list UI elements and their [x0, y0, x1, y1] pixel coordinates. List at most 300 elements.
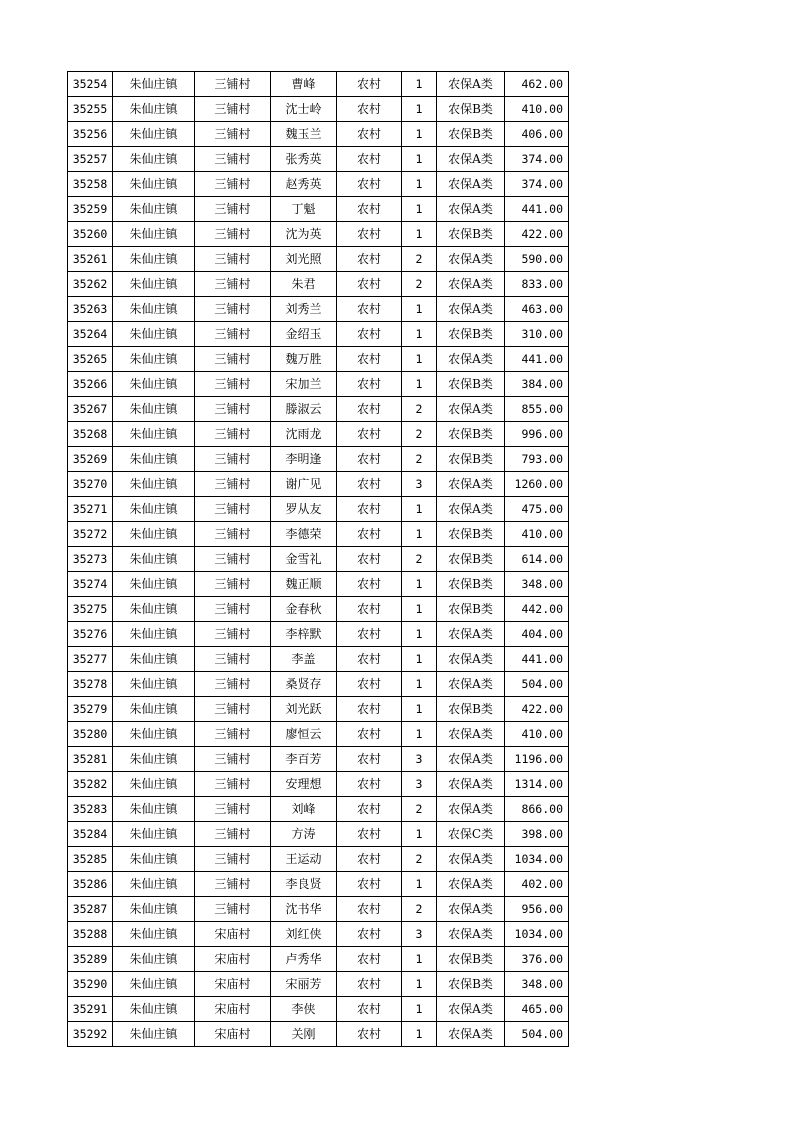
town-cell: 朱仙庄镇	[113, 797, 195, 822]
name-cell: 关刚	[271, 1022, 337, 1047]
town-cell: 朱仙庄镇	[113, 947, 195, 972]
household-count-cell: 3	[402, 922, 437, 947]
village-cell: 三铺村	[195, 872, 271, 897]
serial-number-cell: 35277	[68, 647, 113, 672]
household-count-cell: 2	[402, 447, 437, 472]
insurance-type-cell: 农保A类	[437, 922, 505, 947]
records-table-body	[68, 72, 569, 1047]
table-row	[68, 72, 569, 97]
household-count-cell: 1	[402, 647, 437, 672]
area-type-cell: 农村	[337, 347, 402, 372]
amount-cell: 384.00	[505, 372, 569, 397]
serial-number-cell: 35284	[68, 822, 113, 847]
household-count-cell: 3	[402, 472, 437, 497]
town-cell: 朱仙庄镇	[113, 397, 195, 422]
name-cell: 王运动	[271, 847, 337, 872]
amount-cell: 504.00	[505, 1022, 569, 1047]
name-cell: 李梓默	[271, 622, 337, 647]
amount-cell: 462.00	[505, 72, 569, 97]
area-type-cell: 农村	[337, 947, 402, 972]
area-type-cell: 农村	[337, 372, 402, 397]
household-count-cell: 3	[402, 772, 437, 797]
table-row	[68, 197, 569, 222]
name-cell: 卢秀华	[271, 947, 337, 972]
village-cell: 三铺村	[195, 247, 271, 272]
serial-number-cell: 35255	[68, 97, 113, 122]
area-type-cell: 农村	[337, 122, 402, 147]
area-type-cell: 农村	[337, 672, 402, 697]
serial-number-cell: 35259	[68, 197, 113, 222]
insurance-type-cell: 农保A类	[437, 297, 505, 322]
household-count-cell: 2	[402, 897, 437, 922]
village-cell: 宋庙村	[195, 972, 271, 997]
serial-number-cell: 35264	[68, 322, 113, 347]
table-row	[68, 472, 569, 497]
table-row	[68, 697, 569, 722]
name-cell: 李盖	[271, 647, 337, 672]
household-count-cell: 1	[402, 572, 437, 597]
table-row	[68, 622, 569, 647]
household-count-cell: 1	[402, 72, 437, 97]
table-row	[68, 122, 569, 147]
name-cell: 朱君	[271, 272, 337, 297]
amount-cell: 442.00	[505, 597, 569, 622]
household-count-cell: 3	[402, 747, 437, 772]
area-type-cell: 农村	[337, 922, 402, 947]
household-count-cell: 1	[402, 597, 437, 622]
insurance-type-cell: 农保B类	[437, 572, 505, 597]
serial-number-cell: 35288	[68, 922, 113, 947]
table-row	[68, 797, 569, 822]
village-cell: 宋庙村	[195, 1022, 271, 1047]
insurance-type-cell: 农保B类	[437, 547, 505, 572]
area-type-cell: 农村	[337, 772, 402, 797]
amount-cell: 1034.00	[505, 922, 569, 947]
amount-cell: 590.00	[505, 247, 569, 272]
area-type-cell: 农村	[337, 547, 402, 572]
serial-number-cell: 35275	[68, 597, 113, 622]
serial-number-cell: 35281	[68, 747, 113, 772]
household-count-cell: 2	[402, 547, 437, 572]
household-count-cell: 2	[402, 247, 437, 272]
table-row	[68, 147, 569, 172]
village-cell: 三铺村	[195, 147, 271, 172]
area-type-cell: 农村	[337, 497, 402, 522]
insurance-type-cell: 农保B类	[437, 122, 505, 147]
serial-number-cell: 35265	[68, 347, 113, 372]
insurance-type-cell: 农保A类	[437, 72, 505, 97]
table-row	[68, 922, 569, 947]
table-row	[68, 822, 569, 847]
town-cell: 朱仙庄镇	[113, 822, 195, 847]
town-cell: 朱仙庄镇	[113, 122, 195, 147]
amount-cell: 855.00	[505, 397, 569, 422]
name-cell: 沈为英	[271, 222, 337, 247]
table-row	[68, 272, 569, 297]
village-cell: 三铺村	[195, 722, 271, 747]
household-count-cell: 2	[402, 397, 437, 422]
insurance-type-cell: 农保A类	[437, 997, 505, 1022]
area-type-cell: 农村	[337, 572, 402, 597]
village-cell: 三铺村	[195, 447, 271, 472]
village-cell: 三铺村	[195, 122, 271, 147]
village-cell: 三铺村	[195, 647, 271, 672]
village-cell: 三铺村	[195, 497, 271, 522]
town-cell: 朱仙庄镇	[113, 547, 195, 572]
area-type-cell: 农村	[337, 472, 402, 497]
name-cell: 李德荣	[271, 522, 337, 547]
household-count-cell: 1	[402, 947, 437, 972]
table-row	[68, 422, 569, 447]
village-cell: 三铺村	[195, 822, 271, 847]
serial-number-cell: 35282	[68, 772, 113, 797]
name-cell: 曹峰	[271, 72, 337, 97]
area-type-cell: 农村	[337, 422, 402, 447]
table-row	[68, 297, 569, 322]
town-cell: 朱仙庄镇	[113, 172, 195, 197]
name-cell: 廖恒云	[271, 722, 337, 747]
insurance-type-cell: 农保B类	[437, 447, 505, 472]
name-cell: 李明逢	[271, 447, 337, 472]
town-cell: 朱仙庄镇	[113, 347, 195, 372]
table-row	[68, 1022, 569, 1047]
household-count-cell: 1	[402, 322, 437, 347]
table-row	[68, 247, 569, 272]
household-count-cell: 1	[402, 822, 437, 847]
town-cell: 朱仙庄镇	[113, 222, 195, 247]
household-count-cell: 2	[402, 422, 437, 447]
household-count-cell: 1	[402, 697, 437, 722]
amount-cell: 374.00	[505, 147, 569, 172]
serial-number-cell: 35272	[68, 522, 113, 547]
area-type-cell: 农村	[337, 272, 402, 297]
area-type-cell: 农村	[337, 522, 402, 547]
area-type-cell: 农村	[337, 647, 402, 672]
village-cell: 宋庙村	[195, 947, 271, 972]
name-cell: 沈书华	[271, 897, 337, 922]
village-cell: 三铺村	[195, 422, 271, 447]
name-cell: 沈雨龙	[271, 422, 337, 447]
area-type-cell: 农村	[337, 297, 402, 322]
area-type-cell: 农村	[337, 697, 402, 722]
area-type-cell: 农村	[337, 172, 402, 197]
amount-cell: 348.00	[505, 572, 569, 597]
name-cell: 谢广见	[271, 472, 337, 497]
insurance-type-cell: 农保A类	[437, 872, 505, 897]
village-cell: 三铺村	[195, 547, 271, 572]
name-cell: 李良贤	[271, 872, 337, 897]
insurance-type-cell: 农保A类	[437, 672, 505, 697]
insurance-type-cell: 农保A类	[437, 497, 505, 522]
town-cell: 朱仙庄镇	[113, 997, 195, 1022]
table-row	[68, 672, 569, 697]
table-row	[68, 522, 569, 547]
insurance-type-cell: 农保A类	[437, 272, 505, 297]
household-count-cell: 1	[402, 1022, 437, 1047]
table-row	[68, 572, 569, 597]
table-row	[68, 847, 569, 872]
serial-number-cell: 35257	[68, 147, 113, 172]
household-count-cell: 1	[402, 672, 437, 697]
area-type-cell: 农村	[337, 97, 402, 122]
amount-cell: 475.00	[505, 497, 569, 522]
amount-cell: 793.00	[505, 447, 569, 472]
town-cell: 朱仙庄镇	[113, 572, 195, 597]
household-count-cell: 1	[402, 872, 437, 897]
table-row	[68, 97, 569, 122]
table-row	[68, 972, 569, 997]
serial-number-cell: 35261	[68, 247, 113, 272]
serial-number-cell: 35266	[68, 372, 113, 397]
amount-cell: 376.00	[505, 947, 569, 972]
insurance-type-cell: 农保B类	[437, 972, 505, 997]
name-cell: 刘光照	[271, 247, 337, 272]
table-row	[68, 347, 569, 372]
town-cell: 朱仙庄镇	[113, 497, 195, 522]
insurance-type-cell: 农保B类	[437, 222, 505, 247]
table-row	[68, 872, 569, 897]
town-cell: 朱仙庄镇	[113, 447, 195, 472]
insurance-type-cell: 农保B类	[437, 522, 505, 547]
household-count-cell: 1	[402, 497, 437, 522]
town-cell: 朱仙庄镇	[113, 872, 195, 897]
amount-cell: 410.00	[505, 97, 569, 122]
household-count-cell: 1	[402, 97, 437, 122]
serial-number-cell: 35280	[68, 722, 113, 747]
amount-cell: 614.00	[505, 547, 569, 572]
serial-number-cell: 35276	[68, 622, 113, 647]
area-type-cell: 农村	[337, 822, 402, 847]
table-row	[68, 372, 569, 397]
amount-cell: 404.00	[505, 622, 569, 647]
amount-cell: 441.00	[505, 347, 569, 372]
amount-cell: 422.00	[505, 222, 569, 247]
village-cell: 三铺村	[195, 597, 271, 622]
name-cell: 刘峰	[271, 797, 337, 822]
village-cell: 三铺村	[195, 372, 271, 397]
household-count-cell: 1	[402, 297, 437, 322]
amount-cell: 422.00	[505, 697, 569, 722]
amount-cell: 956.00	[505, 897, 569, 922]
town-cell: 朱仙庄镇	[113, 1022, 195, 1047]
table-row	[68, 647, 569, 672]
name-cell: 金绍玉	[271, 322, 337, 347]
serial-number-cell: 35256	[68, 122, 113, 147]
table-row	[68, 172, 569, 197]
household-count-cell: 1	[402, 522, 437, 547]
name-cell: 魏玉兰	[271, 122, 337, 147]
household-count-cell: 1	[402, 372, 437, 397]
town-cell: 朱仙庄镇	[113, 272, 195, 297]
name-cell: 金雪礼	[271, 547, 337, 572]
insurance-type-cell: 农保A类	[437, 397, 505, 422]
area-type-cell: 农村	[337, 1022, 402, 1047]
town-cell: 朱仙庄镇	[113, 297, 195, 322]
town-cell: 朱仙庄镇	[113, 597, 195, 622]
area-type-cell: 农村	[337, 72, 402, 97]
town-cell: 朱仙庄镇	[113, 147, 195, 172]
village-cell: 三铺村	[195, 622, 271, 647]
household-count-cell: 1	[402, 622, 437, 647]
town-cell: 朱仙庄镇	[113, 622, 195, 647]
name-cell: 丁魁	[271, 197, 337, 222]
insurance-type-cell: 农保A类	[437, 897, 505, 922]
amount-cell: 996.00	[505, 422, 569, 447]
name-cell: 方涛	[271, 822, 337, 847]
household-count-cell: 2	[402, 797, 437, 822]
insurance-type-cell: 农保A类	[437, 647, 505, 672]
amount-cell: 463.00	[505, 297, 569, 322]
name-cell: 安理想	[271, 772, 337, 797]
village-cell: 三铺村	[195, 97, 271, 122]
area-type-cell: 农村	[337, 197, 402, 222]
name-cell: 滕淑云	[271, 397, 337, 422]
serial-number-cell: 35286	[68, 872, 113, 897]
area-type-cell: 农村	[337, 322, 402, 347]
town-cell: 朱仙庄镇	[113, 647, 195, 672]
serial-number-cell: 35271	[68, 497, 113, 522]
village-cell: 宋庙村	[195, 922, 271, 947]
village-cell: 三铺村	[195, 322, 271, 347]
table-row	[68, 547, 569, 572]
serial-number-cell: 35291	[68, 997, 113, 1022]
amount-cell: 465.00	[505, 997, 569, 1022]
name-cell: 桑贤存	[271, 672, 337, 697]
village-cell: 三铺村	[195, 772, 271, 797]
insurance-type-cell: 农保A类	[437, 747, 505, 772]
area-type-cell: 农村	[337, 397, 402, 422]
name-cell: 赵秀英	[271, 172, 337, 197]
village-cell: 三铺村	[195, 172, 271, 197]
town-cell: 朱仙庄镇	[113, 197, 195, 222]
insurance-type-cell: 农保B类	[437, 422, 505, 447]
insurance-type-cell: 农保A类	[437, 472, 505, 497]
serial-number-cell: 35269	[68, 447, 113, 472]
amount-cell: 402.00	[505, 872, 569, 897]
area-type-cell: 农村	[337, 222, 402, 247]
name-cell: 李侠	[271, 997, 337, 1022]
village-cell: 三铺村	[195, 747, 271, 772]
village-cell: 三铺村	[195, 472, 271, 497]
area-type-cell: 农村	[337, 747, 402, 772]
serial-number-cell: 35283	[68, 797, 113, 822]
household-count-cell: 1	[402, 197, 437, 222]
amount-cell: 1034.00	[505, 847, 569, 872]
name-cell: 沈士岭	[271, 97, 337, 122]
name-cell: 刘光跃	[271, 697, 337, 722]
insurance-type-cell: 农保A类	[437, 622, 505, 647]
household-count-cell: 2	[402, 272, 437, 297]
town-cell: 朱仙庄镇	[113, 772, 195, 797]
insurance-type-cell: 农保A类	[437, 147, 505, 172]
table-row	[68, 772, 569, 797]
table-row	[68, 397, 569, 422]
town-cell: 朱仙庄镇	[113, 247, 195, 272]
insurance-type-cell: 农保A类	[437, 797, 505, 822]
village-cell: 三铺村	[195, 572, 271, 597]
name-cell: 金春秋	[271, 597, 337, 622]
amount-cell: 833.00	[505, 272, 569, 297]
insurance-type-cell: 农保A类	[437, 347, 505, 372]
serial-number-cell: 35260	[68, 222, 113, 247]
village-cell: 三铺村	[195, 847, 271, 872]
household-count-cell: 1	[402, 147, 437, 172]
serial-number-cell: 35273	[68, 547, 113, 572]
village-cell: 三铺村	[195, 72, 271, 97]
insurance-type-cell: 农保A类	[437, 1022, 505, 1047]
table-row	[68, 747, 569, 772]
village-cell: 宋庙村	[195, 997, 271, 1022]
insurance-type-cell: 农保A类	[437, 172, 505, 197]
table-row	[68, 722, 569, 747]
serial-number-cell: 35290	[68, 972, 113, 997]
town-cell: 朱仙庄镇	[113, 722, 195, 747]
amount-cell: 1314.00	[505, 772, 569, 797]
table-row	[68, 222, 569, 247]
table-row	[68, 947, 569, 972]
name-cell: 罗从友	[271, 497, 337, 522]
serial-number-cell: 35258	[68, 172, 113, 197]
serial-number-cell: 35287	[68, 897, 113, 922]
town-cell: 朱仙庄镇	[113, 72, 195, 97]
name-cell: 宋加兰	[271, 372, 337, 397]
amount-cell: 1196.00	[505, 747, 569, 772]
town-cell: 朱仙庄镇	[113, 972, 195, 997]
table-row	[68, 597, 569, 622]
village-cell: 三铺村	[195, 897, 271, 922]
household-count-cell: 1	[402, 722, 437, 747]
area-type-cell: 农村	[337, 622, 402, 647]
table-row	[68, 497, 569, 522]
village-cell: 三铺村	[195, 272, 271, 297]
insurance-type-cell: 农保A类	[437, 772, 505, 797]
serial-number-cell: 35267	[68, 397, 113, 422]
amount-cell: 1260.00	[505, 472, 569, 497]
table-row	[68, 997, 569, 1022]
amount-cell: 374.00	[505, 172, 569, 197]
town-cell: 朱仙庄镇	[113, 747, 195, 772]
serial-number-cell: 35262	[68, 272, 113, 297]
insurance-type-cell: 农保B类	[437, 97, 505, 122]
town-cell: 朱仙庄镇	[113, 897, 195, 922]
name-cell: 李百芳	[271, 747, 337, 772]
table-row	[68, 897, 569, 922]
village-cell: 三铺村	[195, 522, 271, 547]
serial-number-cell: 35292	[68, 1022, 113, 1047]
town-cell: 朱仙庄镇	[113, 672, 195, 697]
town-cell: 朱仙庄镇	[113, 422, 195, 447]
town-cell: 朱仙庄镇	[113, 697, 195, 722]
insurance-type-cell: 农保A类	[437, 247, 505, 272]
serial-number-cell: 35254	[68, 72, 113, 97]
insurance-type-cell: 农保B类	[437, 947, 505, 972]
village-cell: 三铺村	[195, 397, 271, 422]
household-count-cell: 1	[402, 972, 437, 997]
serial-number-cell: 35270	[68, 472, 113, 497]
household-count-cell: 2	[402, 847, 437, 872]
amount-cell: 504.00	[505, 672, 569, 697]
name-cell: 张秀英	[271, 147, 337, 172]
name-cell: 魏万胜	[271, 347, 337, 372]
village-cell: 三铺村	[195, 697, 271, 722]
amount-cell: 310.00	[505, 322, 569, 347]
amount-cell: 398.00	[505, 822, 569, 847]
village-cell: 三铺村	[195, 197, 271, 222]
area-type-cell: 农村	[337, 972, 402, 997]
town-cell: 朱仙庄镇	[113, 472, 195, 497]
amount-cell: 410.00	[505, 722, 569, 747]
insurance-type-cell: 农保A类	[437, 722, 505, 747]
